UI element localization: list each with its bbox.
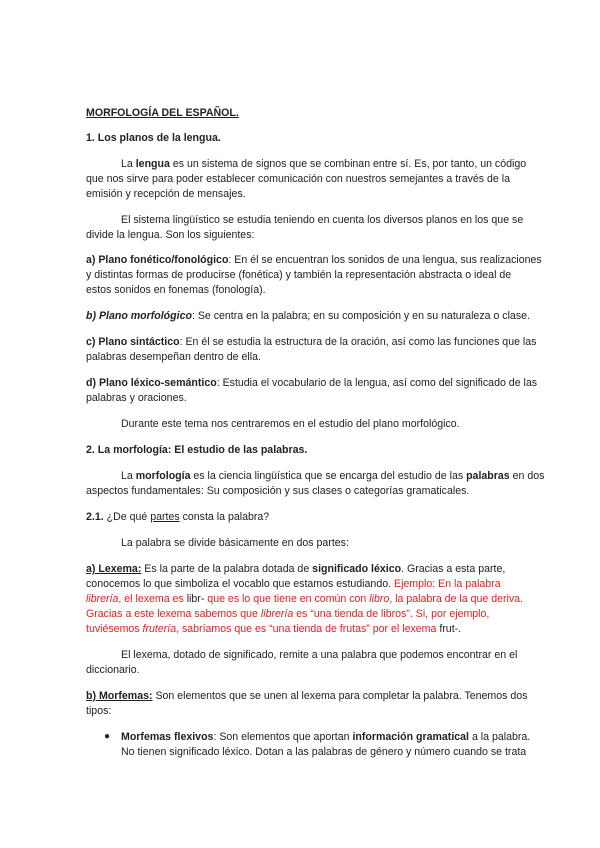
bullet-flexivos-line-2: No tienen significado léxico. Dotan a las palabras de género y número cuando se trata [121, 746, 527, 758]
lexema-line-3 [86, 592, 522, 606]
morfemas-line-1 [86, 689, 528, 703]
morfemas-flexivos-label: Morfemas flexivos [121, 731, 214, 743]
plano-sintactico-line-1 [86, 335, 537, 349]
text-run: : Se centra en la palabra; en su composición y en su naturaleza o clase. [191, 310, 530, 322]
plano-lexico-label: d) Plano léxico-semántico [86, 377, 217, 389]
bold-term-morfologia: morfología [135, 470, 191, 482]
plano-sintactico-label: c) Plano sintáctico [86, 336, 180, 348]
plano-morfologico-line [86, 309, 530, 323]
lexema-example-frut: frut- [439, 623, 459, 635]
lexema-line-2 [86, 577, 522, 591]
text-run: La [121, 470, 136, 482]
paragraph-lengua-line-2: que nos sirve para poder establecer comunicación con nuestros semejantes a través de la [86, 173, 510, 185]
text-run: consta la palabra? [179, 511, 270, 523]
lexema-line-5 [86, 622, 522, 636]
paragraph-morfologia-line-1 [121, 469, 557, 483]
text-run: es la ciencia lingüística que se encarga del estudio de las [190, 470, 467, 482]
lexema-example-libr: libr- [186, 593, 205, 605]
text-run: . Gracias a esta parte, [401, 563, 506, 575]
text-run: Gracias a este lexema sabemos que [86, 608, 261, 620]
paragraph-durante: Durante este tema nos centraremos en el estudio del plano morfológico. [121, 418, 460, 430]
text-run: Es la parte de la palabra dotada de [141, 563, 313, 575]
text-run: a la palabra. [469, 731, 531, 743]
section-2-1-heading [86, 510, 522, 524]
text-run: , sabríamos que es “una tienda de frutas” por el lexema [176, 623, 440, 635]
text-run: ¿De qué [103, 511, 151, 523]
lexema-line-1 [86, 562, 522, 576]
text-run: es un sistema de signos que se combinan entre sí. Es, por tanto, un código [169, 158, 527, 170]
plano-morfologico-label: b) Plano morfológico [86, 310, 192, 322]
plano-lexico-line-2: palabras y oraciones. [86, 392, 187, 404]
document-title: MORFOLOGÍA DEL ESPAÑOL. [86, 107, 239, 119]
bullet-flexivos-line-1 [121, 730, 557, 744]
bold-term-informacion-gramatical: información gramatical [352, 731, 469, 743]
text-run: La [121, 158, 136, 170]
bullet-icon: ● [104, 731, 111, 742]
plano-fonetico-line-3: estos sonidos en fonemas (fonología). [86, 284, 266, 296]
italic-example-word: librería [86, 593, 119, 605]
italic-example-word: librería [260, 608, 294, 620]
text-run: : En él se encuentran los sonidos de una lengua, sus realizaciones [228, 254, 542, 266]
italic-example-word: frutería [142, 623, 177, 635]
text-run: : En él se estudia la estructura de la oración, así como las funciones que las [179, 336, 537, 348]
paragraph-lengua-line-3: emisión y recepción de mensajes. [86, 188, 246, 200]
plano-lexico-line-1 [86, 376, 538, 390]
text-run: . [458, 623, 462, 635]
paragraph-sistema-line-2: divide la lengua. Son los siguientes: [86, 229, 255, 241]
text-run: , la palabra de la que deriva. [389, 593, 524, 605]
bold-term-palabras: palabras [466, 470, 510, 482]
plano-fonetico-line-1 [86, 253, 542, 267]
text-run: es “una tienda de libros”. Si, por ejemplo, [293, 608, 490, 620]
text-run: : Son elementos que aportan [213, 731, 353, 743]
text-run: que es lo que tiene en común con [204, 593, 370, 605]
bold-term-lengua: lengua [135, 158, 170, 170]
example-red-text: Ejemplo: En la palabra [394, 578, 501, 590]
section-2-heading: 2. La morfología: El estudio de las palabras. [86, 444, 308, 456]
text-run: conocemos lo que simboliza el vocablo que estamos estudiando. [86, 578, 394, 590]
lexema-line-4 [86, 607, 522, 621]
plano-sintactico-line-2: palabras desempeñan dentro de ella. [86, 351, 261, 363]
section-number: 2.1. [86, 511, 104, 523]
text-run: , el lexema es [118, 593, 187, 605]
section-1-heading: 1. Los planos de la lengua. [86, 132, 221, 144]
lexema-label: a) Lexema: [86, 563, 142, 575]
text-run: Son elementos que se unen al lexema para completar la palabra. Tenemos dos [152, 690, 528, 702]
paragraph-sistema-line-1: El sistema lingüístico se estudia teniendo en cuenta los diversos planos en los que se [121, 214, 524, 226]
underlined-term-partes: partes [150, 511, 180, 523]
text-run: : Estudia el vocabulario de la lengua, así como del significado de las [216, 377, 538, 389]
plano-fonetico-line-2: y distintas formas de producirse (fonética) y también la representación abstracta o ideal de [86, 269, 512, 281]
morfemas-line-2: tipos: [86, 705, 112, 717]
plano-fonetico-label: a) Plano fonético/fonológico [86, 254, 229, 266]
paragraph-lengua-line-1 [121, 157, 557, 171]
paragraph-lexema-dotado-line-2: diccionario. [86, 664, 140, 676]
italic-example-word: libro [369, 593, 390, 605]
paragraph-lexema-dotado-line-1: El lexema, dotado de significado, remite a una palabra que podemos encontrar en el [121, 649, 518, 661]
bold-term-significado-lexico: significado léxico [312, 563, 402, 575]
paragraph-morfologia-line-2: aspectos fundamentales: Su composición y sus clases o categorías gramaticales. [86, 485, 470, 497]
morfemas-label: b) Morfemas: [86, 690, 153, 702]
text-run: tuviésemos [86, 623, 143, 635]
paragraph-divide: La palabra se divide básicamente en dos partes: [121, 537, 349, 549]
text-run: en dos [509, 470, 545, 482]
